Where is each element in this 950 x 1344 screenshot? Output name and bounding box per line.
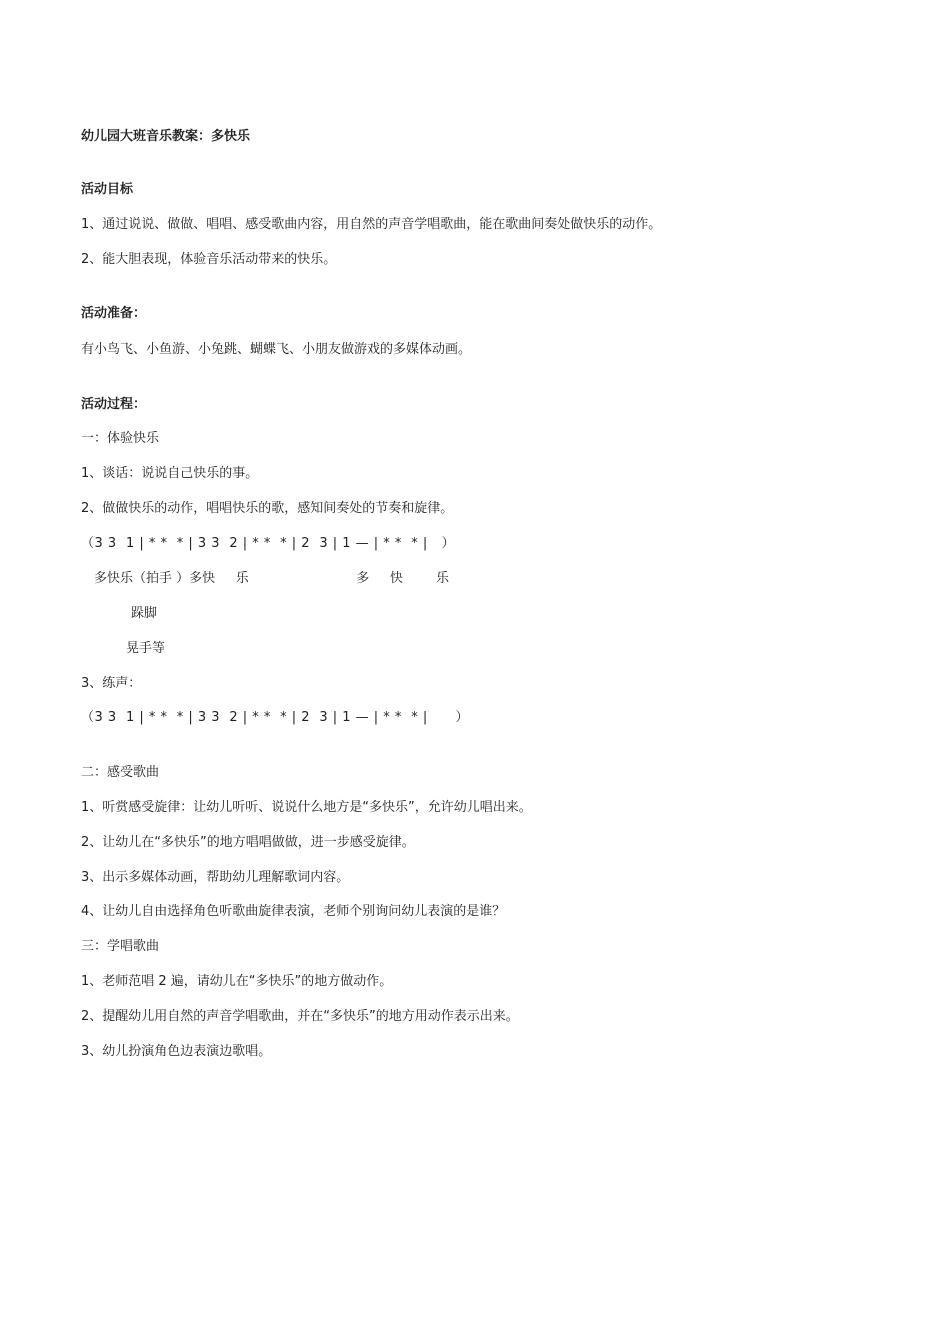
music-notation-2: （3 3 1 | * * * | 3 3 2 | * * * | 2 3 | 1 — | * * * | ） xyxy=(81,710,469,725)
song-lyrics: 多快乐（拍手 ）多快 乐 多 快 乐 xyxy=(94,571,449,586)
music-notation: （3 3 1 | * * * | 3 3 2 | * * * | 2 3 | 1 — | * * * | ） xyxy=(81,536,456,551)
action-stomp: 跺脚 xyxy=(131,606,158,621)
part1-item-2: 2、做做快乐的动作，唱唱快乐的歌，感知间奏处的节奏和旋律。 xyxy=(81,501,454,516)
part1-item-1: 1、谈话：说说自己快乐的事。 xyxy=(81,466,259,481)
document-title: 幼儿园大班音乐教案：多快乐 xyxy=(81,129,251,144)
goals-heading: 活动目标 xyxy=(81,182,134,197)
part3-item-2: 2、提醒幼儿用自然的声音学唱歌曲，并在“多快乐”的地方用动作表示出来。 xyxy=(81,1009,519,1024)
goal-item-2: 2、能大胆表现，体验音乐活动带来的快乐。 xyxy=(81,252,337,267)
part2-item-4: 4、让幼儿自由选择角色听歌曲旋律表演，老师个别询问幼儿表演的是谁？ xyxy=(81,904,506,919)
part2-heading: 二：感受歌曲 xyxy=(81,765,160,780)
goal-item-1: 1、通过说说、做做、唱唱、感受歌曲内容，用自然的声音学唱歌曲，能在歌曲间奏处做快乐的动作。 xyxy=(81,217,662,232)
part2-item-3: 3、出示多媒体动画，帮助幼儿理解歌词内容。 xyxy=(81,870,350,885)
part2-item-1: 1、听赏感受旋律：让幼儿听听、说说什么地方是“多快乐”，允许幼儿唱出来。 xyxy=(81,800,532,815)
preparation-heading: 活动准备： xyxy=(81,306,147,321)
part1-heading: 一：体验快乐 xyxy=(81,431,160,446)
part1-item-3: 3、练声： xyxy=(81,676,142,691)
part2-item-2: 2、让幼儿在“多快乐”的地方唱唱做做，进一步感受旋律。 xyxy=(81,835,415,850)
part3-heading: 三：学唱歌曲 xyxy=(81,939,160,954)
process-heading: 活动过程： xyxy=(81,397,147,412)
preparation-text: 有小鸟飞、小鱼游、小兔跳、蝴蝶飞、小朋友做游戏的多媒体动画。 xyxy=(81,342,472,357)
part3-item-1: 1、老师范唱 2 遍，请幼儿在“多快乐”的地方做动作。 xyxy=(81,974,393,989)
part3-item-3: 3、幼儿扮演角色边表演边歌唱。 xyxy=(81,1044,272,1059)
action-wave: 晃手等 xyxy=(126,641,166,656)
